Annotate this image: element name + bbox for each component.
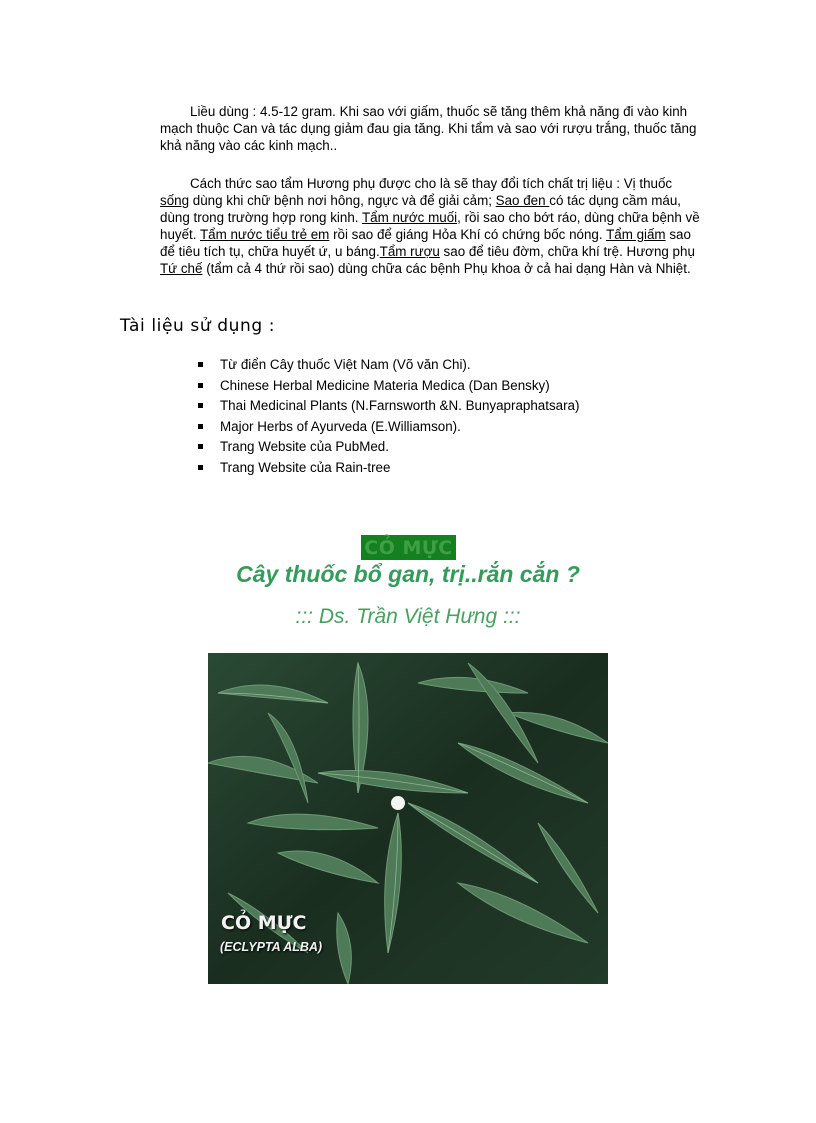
reference-text: Major Herbs of Ayurveda (E.Williamson). [220, 418, 461, 434]
herb-name-banner: CỎ MỰC [361, 535, 456, 560]
dosage-paragraph [160, 103, 700, 154]
method-term-tam-nuoc-muoi: Tẩm nước muối [361, 210, 458, 225]
method-term-tu-che: Tứ chế [160, 261, 203, 276]
article-subtitle: Cây thuốc bổ gan, trị..rắn cắn ? [236, 561, 580, 587]
flower-icon [391, 796, 405, 810]
square-bullet-icon [198, 444, 203, 449]
list-item [196, 355, 579, 376]
list-item [196, 376, 579, 397]
method-text-2: dùng khi chữ bệnh nơi hông, ngực và để giải cảm; [189, 193, 496, 208]
reference-text: Thai Medicinal Plants (N.Farnsworth &N. Bunyapraphatsara) [220, 398, 580, 413]
herb-photo [208, 653, 608, 984]
dosage-text: Liều dùng : 4.5-12 gram. Khi sao với giấm, thuốc sẽ tăng thêm khả năng đi vào kinh mạch thuộc Can và tác dụng giảm đau gia tăng. Khi tẩm và sao với rượu trắng, thuốc tăng khả năng vào các kinh mạch.. [160, 104, 697, 153]
method-text-4: , rồi sao cho bớt ráo, dùng chữa bệnh về huyết. [160, 210, 700, 242]
method-text-8: (tẩm cả 4 thứ rồi sao) dùng chữa các bệnh Phụ khoa ở cả hai dạng Hàn và Nhiệt. [202, 261, 691, 276]
leaves-illustration [208, 653, 608, 984]
square-bullet-icon [198, 424, 203, 429]
method-term-sao-den: Sao đen [495, 193, 550, 208]
square-bullet-icon [198, 383, 203, 388]
method-text-3: có tác dụng cầm máu, dùng trong trường hợp rong kinh. [160, 193, 682, 225]
list-item [196, 458, 579, 479]
method-text-7: sao để tiêu đờm, chữa khí trệ. Hương phụ [439, 244, 695, 259]
references-heading: Tài liệu sử dụng : [120, 316, 276, 336]
list-item [196, 417, 579, 438]
reference-text: Từ điển Cây thuốc Việt Nam (Võ văn Chi). [220, 357, 471, 372]
method-term-tam-giam: Tẩm giấm [606, 227, 666, 242]
photo-latin-name: (ECLYPTA ALBA) [220, 940, 323, 954]
square-bullet-icon [198, 465, 203, 470]
method-term-tam-nuoc-tieu: Tẩm nước tiểu trẻ em [199, 227, 330, 242]
list-item [196, 396, 579, 417]
method-term-song: sống [160, 193, 190, 208]
square-bullet-icon [198, 362, 203, 367]
reference-text: Trang Website của PubMed. [220, 439, 389, 454]
photo-caption: CỎ MỰC [221, 912, 307, 934]
references-list [196, 355, 579, 478]
method-text-1: Cách thức sao tẩm Hương phụ được cho là sẽ thay đổi tích chất trị liệu : Vị thuốc [190, 176, 673, 191]
reference-text: Chinese Herbal Medicine Materia Medica (Dan Bensky) [220, 377, 550, 393]
reference-text: Trang Website của Rain-tree [220, 459, 391, 475]
processing-method-paragraph [160, 175, 700, 277]
method-text-5: rồi sao để giáng Hỏa Khí có chứng bốc nóng. [329, 227, 607, 242]
method-term-tam-ruou: Tẩm rượu [379, 244, 440, 259]
article-author: ::: Ds. Trần Việt Hưng ::: [295, 605, 521, 628]
list-item [196, 437, 579, 458]
square-bullet-icon [198, 403, 203, 408]
method-text-6: sao để tiêu tích tụ, chữa huyết ứ, u báng. [160, 227, 691, 259]
